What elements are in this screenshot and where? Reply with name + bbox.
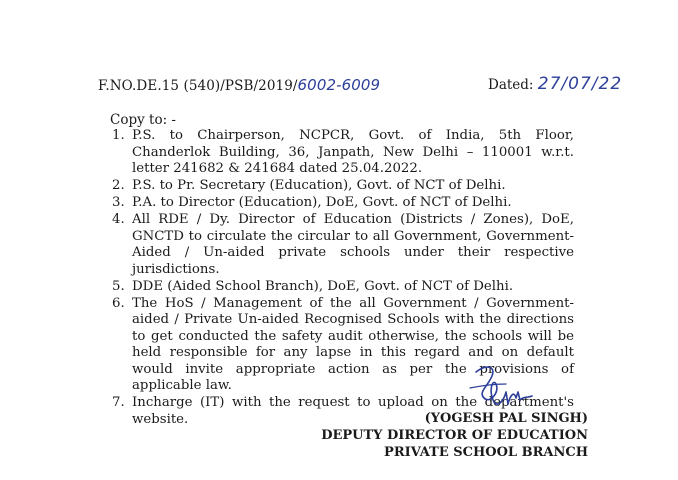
list-item-number: 6. [112,295,125,311]
copy-to-label: Copy to: - [110,112,176,128]
list-item-number: 4. [112,212,125,227]
list-item-text: Incharge (IT) with the request to upload on the department's website. [132,395,574,427]
list-item [112,195,574,212]
dated-label: Dated: [488,77,538,93]
list-item-text: All RDE / Dy. Director of Education (Districts / Zones), DoE, GNCTD to circulate the circular to all Government, Government-Aided / Un-aided private schools under their respective jurisdictions. [132,212,574,277]
list-item [112,212,574,278]
signatory-name: (YOGESH PAL SINGH) [424,411,588,426]
list-item-number: 7. [112,395,125,410]
list-item-text: P.A. to Director (Education), DoE, Govt. of NCT of Delhi. [132,195,512,210]
signature-block [321,410,588,461]
dated-value: 27/07/22 [537,74,623,94]
list-item-number: 3. [112,195,125,210]
handwritten-signature [466,362,536,412]
list-item-text: The HoS / Management of the all Government / Government-aided / Private Un-aided Recognised Schools with the directions to get conducted the safety audit otherwise, the schools will be held responsible for any lapse in this regard and on default would invite appropriate action as per the provisions of applicable law. [132,295,574,393]
signatory-branch: PRIVATE SCHOOL BRANCH [384,445,588,460]
signatory-designation: DEPUTY DIRECTOR OF EDUCATION [321,428,588,443]
list-item-text: P.S. to Pr. Secretary (Education), Govt. of NCT of Delhi. [132,178,506,193]
list-item-number: 1. [112,128,125,143]
list-item-number: 2. [112,178,125,193]
list-item [112,279,574,296]
file-number [98,76,380,94]
list-item-text: P.S. to Chairperson, NCPCR, Govt. of India, 5th Floor, Chanderlok Building, 36, Janpath, New Delhi – 110001 w.r.t. letter 241682 & 241684 dated 25.04.2022. [132,128,574,176]
list-item-text: DDE (Aided School Branch), DoE, Govt. of NCT of Delhi. [132,278,514,294]
file-number-handwritten: 6002-6009 [297,76,381,94]
list-item [112,128,574,178]
file-number-prefix: F.NO.DE.15 (540)/PSB/2019/ [98,78,298,94]
list-item-number: 5. [112,278,125,294]
dated-line [488,74,622,94]
list-item [112,178,574,195]
